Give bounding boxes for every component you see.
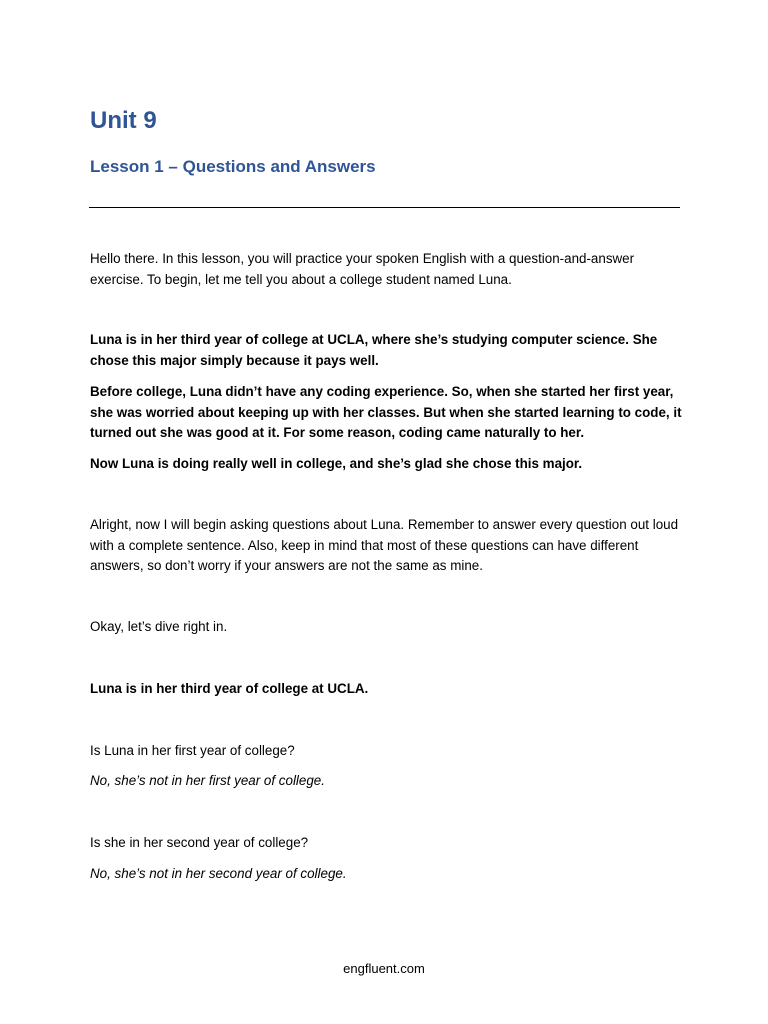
intro-paragraph: Hello there. In this lesson, you will practice your spoken English with a question-and-answer exercise. To begin, let me tell you about a college student named Luna. (90, 251, 635, 287)
transition-paragraph: Okay, let’s dive right in. (90, 619, 228, 634)
lesson-title: Lesson 1 – Questions and Answers (90, 157, 376, 176)
question-1: Is Luna in her first year of college? (90, 743, 295, 758)
story-paragraph-2: Before college, Luna didn’t have any coding experience. So, when she started her first year, she was worried about keeping up with her classes. But when she started learning to code, it turned out she was good at it. For some reason, coding came naturally to her. (90, 384, 682, 440)
answer-1: No, she’s not in her first year of college. (90, 773, 325, 788)
story-paragraph-1: Luna is in her third year of college at UCLA, where she’s studying computer science. She chose this major simply because it pays well. (90, 332, 658, 368)
story-paragraph-3: Now Luna is doing really well in college, and she’s glad she chose this major. (90, 456, 583, 471)
unit-title: Unit 9 (90, 107, 157, 134)
title-divider (89, 207, 680, 208)
instructions-paragraph: Alright, now I will begin asking questions about Luna. Remember to answer every question out loud with a complete sentence. Also, keep in mind that most of these questions can have different answers, so don’t worry if your answers are not the same as mine. (90, 517, 679, 573)
statement-paragraph: Luna is in her third year of college at UCLA. (90, 681, 369, 696)
answer-2: No, she’s not in her second year of college. (90, 866, 347, 881)
footer-site: engfluent.com (343, 961, 425, 976)
question-2: Is she in her second year of college? (90, 835, 309, 850)
